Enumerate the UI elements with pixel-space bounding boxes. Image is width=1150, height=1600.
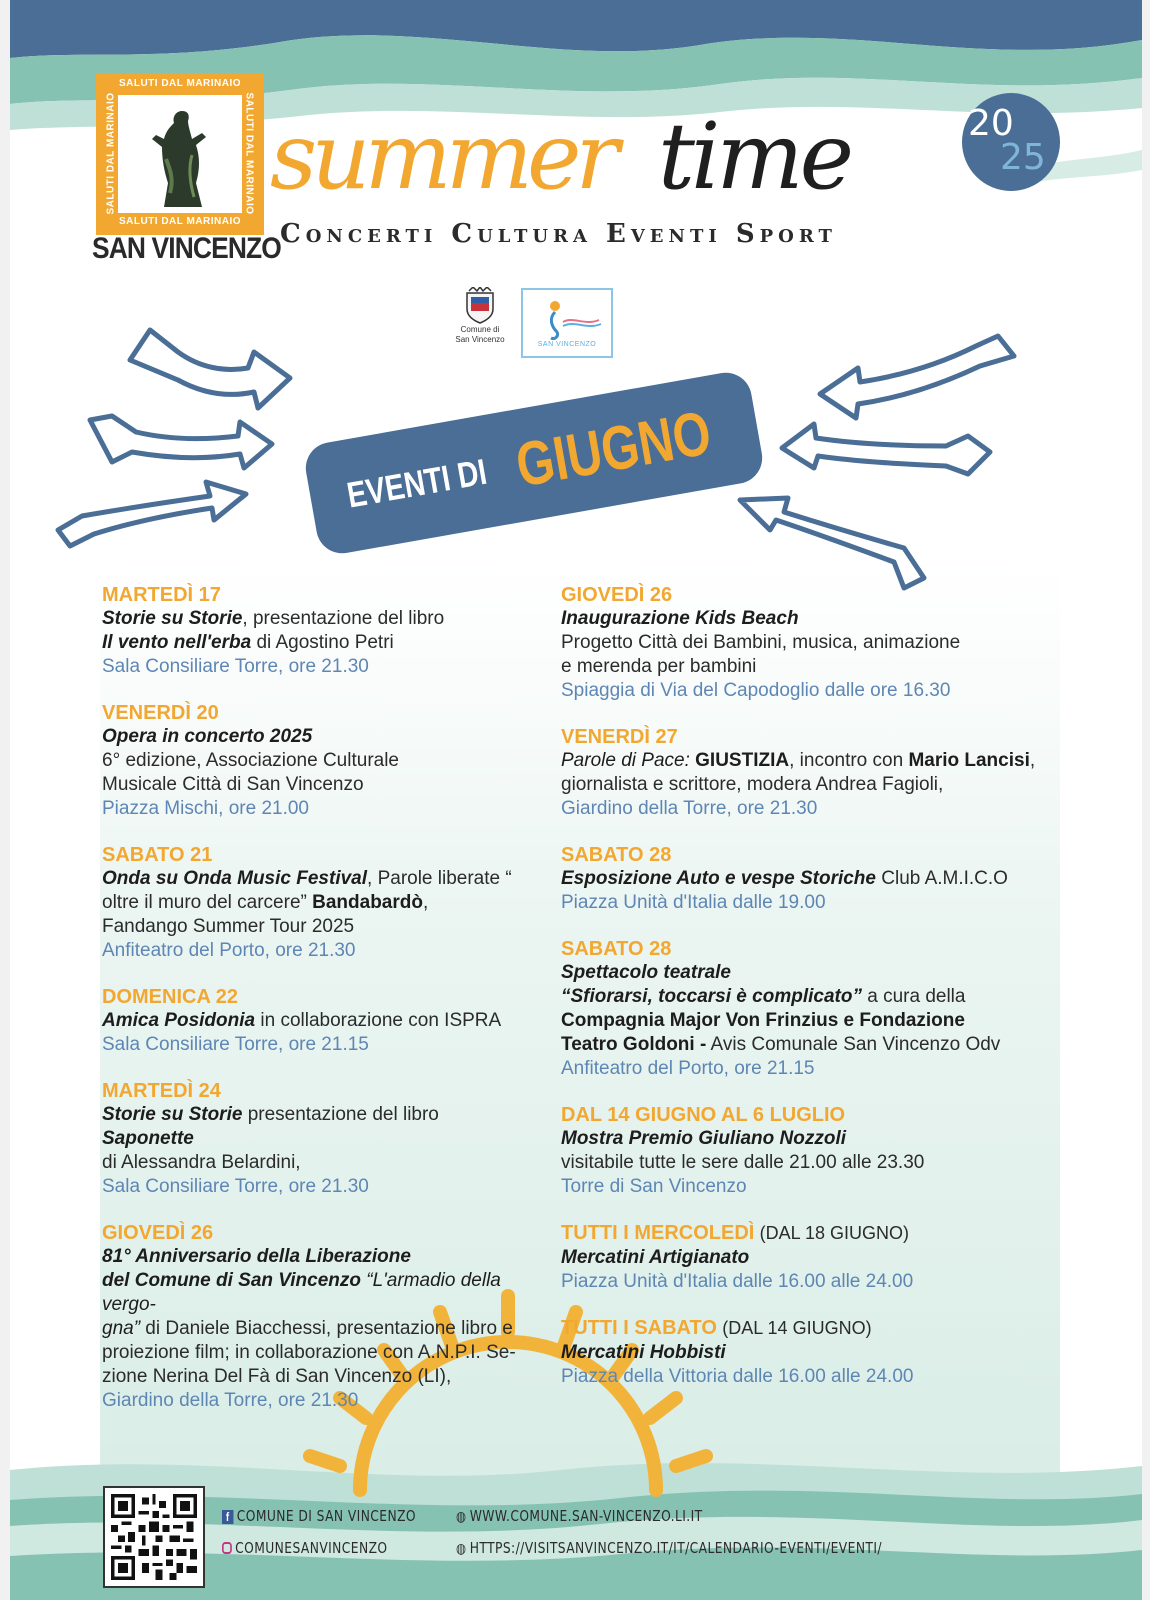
event-text: zione Nerina Del Fà di San Vincenzo (LI),: [102, 1366, 452, 1387]
event-company: Teatro Goldoni -: [561, 1034, 707, 1055]
event-item: [102, 701, 542, 821]
stamp-text-top: SALUTI DAL MARINAIO: [118, 78, 242, 89]
calendar-label: HTTPS://VISITSANVINCENZO.IT/IT/CALENDARIO-EVENTI/EVENTI/: [469, 1539, 882, 1557]
event-item: [102, 985, 542, 1057]
instagram-link[interactable]: [222, 1539, 388, 1557]
event-item: [102, 1221, 542, 1413]
event-item: [102, 843, 542, 963]
event-company: Compagnia Major Von Frinzius e Fondazione: [561, 1010, 965, 1031]
facebook-icon: f: [222, 1510, 233, 1524]
event-quote: “Sfiorarsi, toccarsi è complicato”: [561, 986, 862, 1007]
event-text: , incontro con: [789, 750, 909, 771]
comune-label-line2: San Vincenzo: [455, 335, 505, 344]
event-title: Opera in concerto 2025: [102, 726, 313, 747]
event-place: Spiaggia di Via del Capodoglio dalle ore 16.30: [561, 680, 951, 701]
event-book: Saponette: [102, 1128, 194, 1149]
title-time: time: [658, 103, 851, 210]
globe-icon: ◍: [456, 1509, 467, 1525]
event-text: , presentazione del libro: [242, 608, 445, 629]
globe-icon: ◍: [456, 1541, 467, 1557]
event-title: Inaugurazione Kids Beach: [561, 608, 799, 629]
facebook-link[interactable]: [222, 1507, 416, 1525]
title-summer: summer: [270, 103, 614, 210]
event-place: Torre di San Vincenzo: [561, 1176, 747, 1197]
event-text: 6° edizione, Associazione Culturale: [102, 750, 399, 771]
event-text: Club A.M.I.C.O: [875, 868, 1008, 889]
event-text: ,: [1029, 750, 1036, 771]
event-text: oltre il muro del carcere”: [102, 892, 313, 913]
comune-crest-logo: [452, 287, 508, 355]
stamp-text-bottom: SALUTI DAL MARINAIO: [118, 216, 242, 227]
calendar-link[interactable]: [456, 1539, 882, 1557]
banner-prefix: EVENTI DI: [344, 450, 490, 516]
event-date: GIOVEDÌ 26: [102, 1222, 214, 1244]
event-title: Spettacolo teatrale: [561, 962, 731, 983]
banner-month: GIUGNO: [511, 397, 717, 500]
summer-logo-text: SAN VINCENZO: [537, 341, 597, 348]
crest-icon: [463, 287, 497, 325]
event-date: MARTEDÌ 17: [102, 584, 221, 606]
event-note: (DAL 18 GIUGNO): [759, 1223, 909, 1243]
event-item: [561, 1316, 1061, 1389]
event-title: Mercatini Hobbisti: [561, 1342, 726, 1363]
stamp-text-right: SALUTI DAL MARINAIO: [243, 92, 255, 215]
event-title: Mostra Premio Giuliano Nozzoli: [561, 1128, 847, 1149]
event-text: Fandango Summer Tour 2025: [102, 916, 355, 937]
event-text: di Alessandra Belardini,: [102, 1152, 301, 1173]
event-item: [561, 937, 1061, 1081]
event-item: [561, 843, 1061, 915]
stamp-image-frame: [118, 95, 242, 213]
event-date: DOMENICA 22: [102, 986, 238, 1008]
events-left-column: [102, 583, 542, 1435]
event-place: Piazza Unità d'Italia dalle 16.00 alle 24.00: [561, 1271, 914, 1292]
event-item: [561, 1221, 1061, 1294]
event-text: in collaborazione con ISPRA: [255, 1010, 502, 1031]
event-guest: Mario Lancisi: [908, 750, 1030, 771]
event-book: Il vento nell'erba: [102, 632, 252, 653]
sailor-statue-icon: [126, 99, 234, 209]
year-top: 20: [968, 103, 1014, 144]
event-text: di Daniele Biacchessi, presentazione libro e: [140, 1318, 513, 1339]
event-band: Bandabardò: [312, 892, 423, 913]
event-place: Giardino della Torre, ore 21.30: [561, 798, 818, 819]
event-place: Sala Consiliare Torre, ore 21.30: [102, 656, 369, 677]
event-title: del Comune di San Vincenzo: [102, 1270, 361, 1291]
event-place: Piazza Unità d'Italia dalle 19.00: [561, 892, 826, 913]
summertime-title: [262, 92, 982, 222]
event-text: di Agostino Petri: [251, 632, 394, 653]
event-title: Esposizione Auto e vespe Storiche: [561, 868, 876, 889]
subtitle: Concerti Cultura Eventi Sport: [280, 219, 837, 249]
website-label: WWW.COMUNE.SAN-VINCENZO.LI.IT: [469, 1507, 703, 1525]
event-item: [561, 583, 1061, 703]
event-item: [102, 583, 542, 679]
event-place: Piazza Mischi, ore 21.00: [102, 798, 309, 819]
event-title: Mercatini Artigianato: [561, 1247, 750, 1268]
event-title: Storie su Storie: [102, 1104, 243, 1125]
event-text: ,: [422, 892, 429, 913]
event-date: SABATO 21: [102, 844, 213, 866]
event-series: Parole di Pace:: [561, 750, 696, 771]
instagram-icon: [222, 1542, 232, 1554]
event-date: DAL 14 GIUGNO AL 6 LUGLIO: [561, 1104, 846, 1126]
event-date: VENERDÌ 20: [102, 702, 219, 724]
event-text: e merenda per bambini: [561, 656, 757, 677]
event-date: SABATO 28: [561, 844, 672, 866]
event-quote: gna”: [102, 1318, 141, 1339]
event-text: giornalista e scrittore, modera Andrea Fagioli,: [561, 774, 944, 795]
event-text: presentazione del libro: [242, 1104, 439, 1125]
event-date: TUTTI I SABATO: [561, 1317, 717, 1339]
website-link[interactable]: [456, 1507, 703, 1525]
qr-code[interactable]: [103, 1486, 205, 1588]
event-text: , Parole liberate “: [367, 868, 512, 889]
instagram-label: COMUNESANVINCENZO: [235, 1539, 388, 1557]
events-right-column: [561, 583, 1061, 1411]
event-title: Storie su Storie: [102, 608, 243, 629]
event-date: VENERDÌ 27: [561, 726, 678, 748]
event-place: Sala Consiliare Torre, ore 21.30: [102, 1176, 369, 1197]
event-title: Amica Posidonia: [102, 1010, 256, 1031]
facebook-label: COMUNE DI SAN VINCENZO: [236, 1507, 417, 1525]
qr-code-icon: [111, 1494, 197, 1580]
comune-label-line1: Comune di: [460, 325, 500, 334]
event-place: Anfiteatro del Porto, ore 21.30: [102, 940, 356, 961]
city-name: SAN VINCENZO: [92, 232, 281, 265]
year-badge: [962, 93, 1060, 191]
event-text: Musicale Città di San Vincenzo: [102, 774, 364, 795]
event-item: [102, 1079, 542, 1199]
event-item: [561, 725, 1061, 821]
event-topic: GIUSTIZIA: [695, 750, 790, 771]
san-vincenzo-summer-logo: [521, 288, 613, 358]
event-text: Avis Comunale San Vincenzo Odv: [706, 1034, 1001, 1055]
event-title: Onda su Onda Music Festival: [102, 868, 368, 889]
event-place: Sala Consiliare Torre, ore 21.15: [102, 1034, 369, 1055]
event-place: Anfiteatro del Porto, ore 21.15: [561, 1058, 815, 1079]
mermaid-icon: [523, 292, 611, 342]
event-quote: “L'armadio della vergo-: [102, 1270, 501, 1315]
event-text: visitabile tutte le sere dalle 21.00 alle 23.30: [561, 1152, 925, 1173]
year-bottom: 25: [1000, 137, 1046, 178]
event-place: Giardino della Torre, ore 21.30: [102, 1390, 359, 1411]
event-date: GIOVEDÌ 26: [561, 584, 673, 606]
event-date: MARTEDÌ 24: [102, 1080, 221, 1102]
event-note: (DAL 14 GIUGNO): [722, 1318, 872, 1338]
event-text: proiezione film; in collaborazione con A.N.P.I. Se-: [102, 1342, 516, 1363]
event-item: [561, 1103, 1061, 1199]
event-date: TUTTI I MERCOLEDÌ: [561, 1222, 755, 1244]
stamp-text-left: SALUTI DAL MARINAIO: [105, 92, 117, 215]
event-title: 81° Anniversario della Liberazione: [102, 1246, 411, 1267]
event-text: Progetto Città dei Bambini, musica, animazione: [561, 632, 961, 653]
stamp-logo: [96, 73, 264, 235]
event-place: Piazza della Vittoria dalle 16.00 alle 24.00: [561, 1366, 914, 1387]
event-text: a cura della: [861, 986, 966, 1007]
event-date: SABATO 28: [561, 938, 672, 960]
